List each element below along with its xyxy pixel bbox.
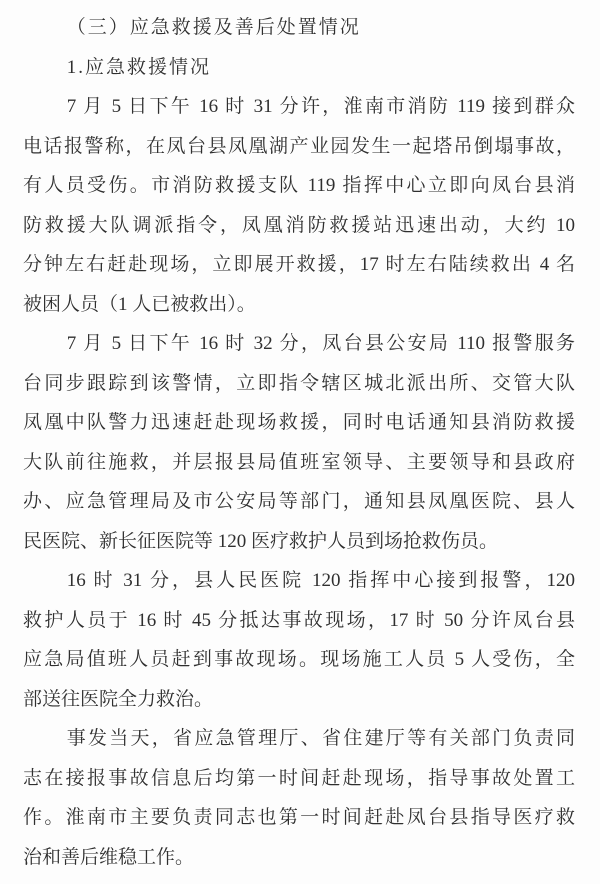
paragraph-line: 治和善后维稳工作。 [23, 846, 195, 868]
paragraph-line: 凤凰中队警力迅速赶赴现场救援，同时电话通知县消防救援 [23, 412, 575, 433]
paragraph-line: 分钟左右赶赴现场，立即展开救援，17 时左右陆续救出 4 名 [23, 254, 575, 275]
paragraph-line: 救护人员于 16 时 45 分抵达事故现场，17 时 50 分许凤台县 [23, 609, 575, 631]
paragraph-line: 办、应急管理局及市公安局等部门，通知县凤凰医院、县人 [23, 491, 575, 512]
paragraph-line: 民医院、新长征医院等 120 医疗救护人员到场抢救伤员。 [23, 530, 499, 552]
paragraph-line: 电话报警称，在凤台县凤凰湖产业园发生一起塔吊倒塌事故， [23, 135, 575, 157]
paragraph-line: 有人员受伤。市消防救援支队 119 指挥中心立即向凤台县消 [23, 175, 575, 196]
section-heading: （三）应急救援及善后处置情况 [66, 17, 361, 38]
paragraph-line: 应急局值班人员赶到事故现场。现场施工人员 5 人受伤，全 [23, 649, 575, 670]
paragraph-line: 大队前往施救，并层报县局值班室领导、主要领导和县政府 [23, 451, 575, 473]
paragraph-line: 事发当天，省应急管理厅、省住建厅等有关部门负责同 [66, 728, 575, 749]
paragraph-line: 部送往医院全力救治。 [23, 688, 214, 710]
paragraph-line: 被困人员（1 人已被救出）。 [23, 293, 256, 315]
paragraph-line: 台同步跟踪到该警情，立即指令辖区城北派出所、交管大队 [23, 372, 575, 394]
paragraph-line: 志在接报事故信息后均第一时间赶赴现场，指导事故处置工 [23, 767, 575, 789]
paragraph-line: 7 月 5 日下午 16 时 32 分，凤台县公安局 110 报警服务 [66, 333, 575, 354]
paragraph-line: 7 月 5 日下午 16 时 31 分许，淮南市消防 119 接到群众 [66, 96, 575, 117]
paragraph-line: 防救援大队调派指令，凤凰消防救援站迅速出动，大约 10 [23, 214, 575, 236]
paragraph-line: 作。淮南市主要负责同志也第一时间赶赴凤台县指导医疗救 [23, 807, 575, 828]
paragraph-line: 16 时 31 分，县人民医院 120 指挥中心接到报警，120 [66, 570, 575, 591]
sub-heading: 1.应急救援情况 [66, 56, 211, 78]
